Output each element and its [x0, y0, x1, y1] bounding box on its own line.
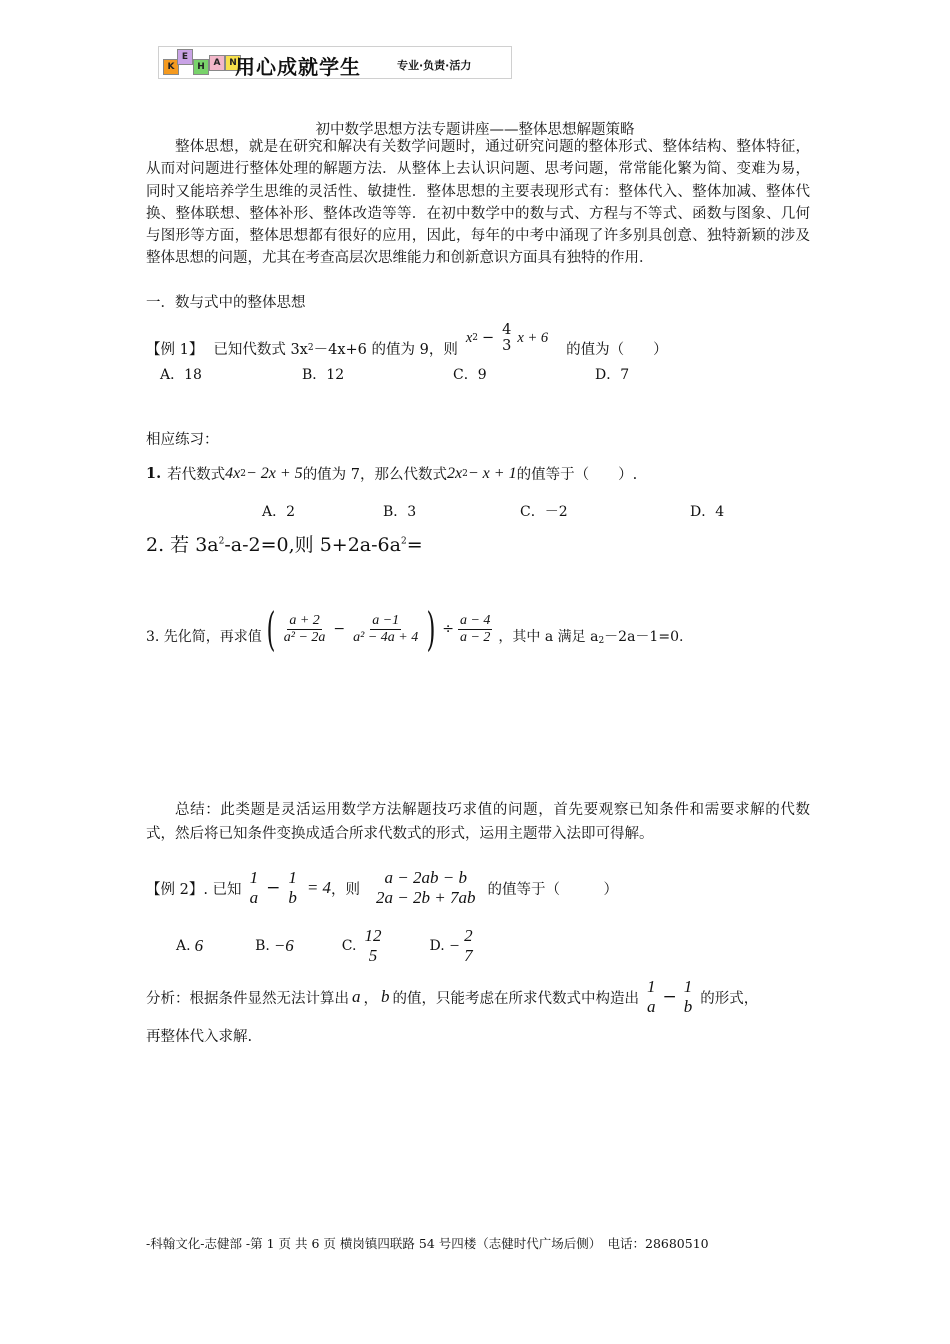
example1-stem	[146, 318, 668, 378]
page-footer: -科翰文化-志健部 -第 1 页 共 6 页 横岗镇四联路 54 号四楼（志健时代广场后侧） 电话：28680510	[146, 1236, 709, 1251]
analysis-line2: 再整体代入求解.	[146, 1029, 253, 1045]
logo-tile-h: H	[193, 59, 209, 75]
logo-tile-n: N	[225, 55, 241, 71]
summary-paragraph: 总结：此类题是灵活运用数学方法解题技巧求值的问题，首先要观察已知条件和需要求解的代数式，然后将已知条件变换成适合所求代数式的形式，运用主题带入法即可得解。	[146, 802, 810, 842]
section-heading: 一．数与式中的整体思想	[146, 295, 306, 311]
example1-option-b: B．12	[302, 367, 345, 383]
example1-text-a: 已知代数式 3x	[213, 341, 308, 358]
example1-option-c: C．9	[453, 367, 487, 383]
analysis-line1: 分析：根据条件显然无法计算出 a ， b 的值，只能考虑在所求代数式中构造出 1 a − 1 b 的形式，	[146, 977, 759, 1016]
practice1-option-c: C．－2	[520, 504, 568, 520]
practice1-option-a: A．2	[262, 504, 296, 520]
example1-expression: x 2 − 4 3 x + 6	[465, 322, 549, 354]
example1-option-d: D．7	[595, 367, 630, 383]
example1-text-c: 的值为（ ）	[566, 341, 668, 358]
example1-label: 【例 1】	[146, 341, 204, 358]
practice1-option-d: D．4	[690, 504, 725, 520]
practice1-option-b: B．3	[383, 504, 417, 520]
logo-sub-slogan: 专业·负责·活力	[397, 59, 472, 72]
practice2-stem: 2. 若 $3a^2-a-2=0$,则 $5+2a-6a^2=$	[146, 534, 423, 556]
example2-stem: 【例 2】 . 已知 1 a − 1 b = 4 ，则 a − 2ab − b 2a − 2b + 7ab 的值等于（ ）	[146, 868, 618, 907]
intro-paragraph: 整体思想，就是在研究和解决有关数学问题时，通过研究问题的整体形式、整体结构、整体特征，从而对问题进行整体处理的解题方法．从整体上去认识问题、思考问题，常常能化繁为简、变难为易，同时又能培养学生思维的灵活性、敏捷性．整体思想的主要表现形式有：整体代入、整体加减、整体代换、整体联想、整体补形、整体改造等等．在初中数学中的数与式、方程与不等式、函数与图象、几何与图形等方面，整体思想都有很好的应用，因此，每年的中考中涌现了许多别具创意、独特新颖的涉及整体思想的问题，尤其在考查高层次思维能力和创新意识方面具有独特的作用．	[146, 139, 810, 267]
example1-option-a: A．18	[160, 367, 202, 383]
page-title: 初中数学思想方法专题讲座——整体思想解题策略	[315, 122, 635, 138]
logo-tile-k: K	[163, 59, 179, 75]
exponent: 2	[307, 343, 314, 353]
logo-slogan: 用心成就学生	[235, 55, 361, 79]
practice3-expression: ( $\frac{a + 2}{\text{a² − 2a}}$ − $\frac{a -1}{\text{a² − 4a + 4}}$ ) ÷ $\frac{a - 4}{a - 2}$	[266, 602, 491, 656]
logo-tile-a: A	[209, 55, 225, 71]
example2-options: A. 6 B. −6 C. 12 5 D. − 2 7	[176, 926, 473, 965]
example1-text-b: －4x+6 的值为 9，则	[313, 341, 458, 358]
practice3-stem: 3. 先化简，再求值 ( $\frac{a + 2}{\text{a² − 2a}}$ − $\frac{a -1}{\text{a² − 4a + 4}}$ ) ÷ $\frac{a - 4}{a - 2}$ ，其中 a 满足 a 2 －2a－1=0.	[146, 602, 684, 656]
practice-label: 相应练习：	[146, 432, 219, 448]
practice1-stem: 1. 若代数式 4x 2 − 2x + 5 的值为 7，那么代数式 2x 2 − x + 1 的值等于（ ）.	[146, 464, 638, 483]
header-logo	[158, 46, 512, 79]
logo-tile-e: E	[177, 49, 193, 65]
